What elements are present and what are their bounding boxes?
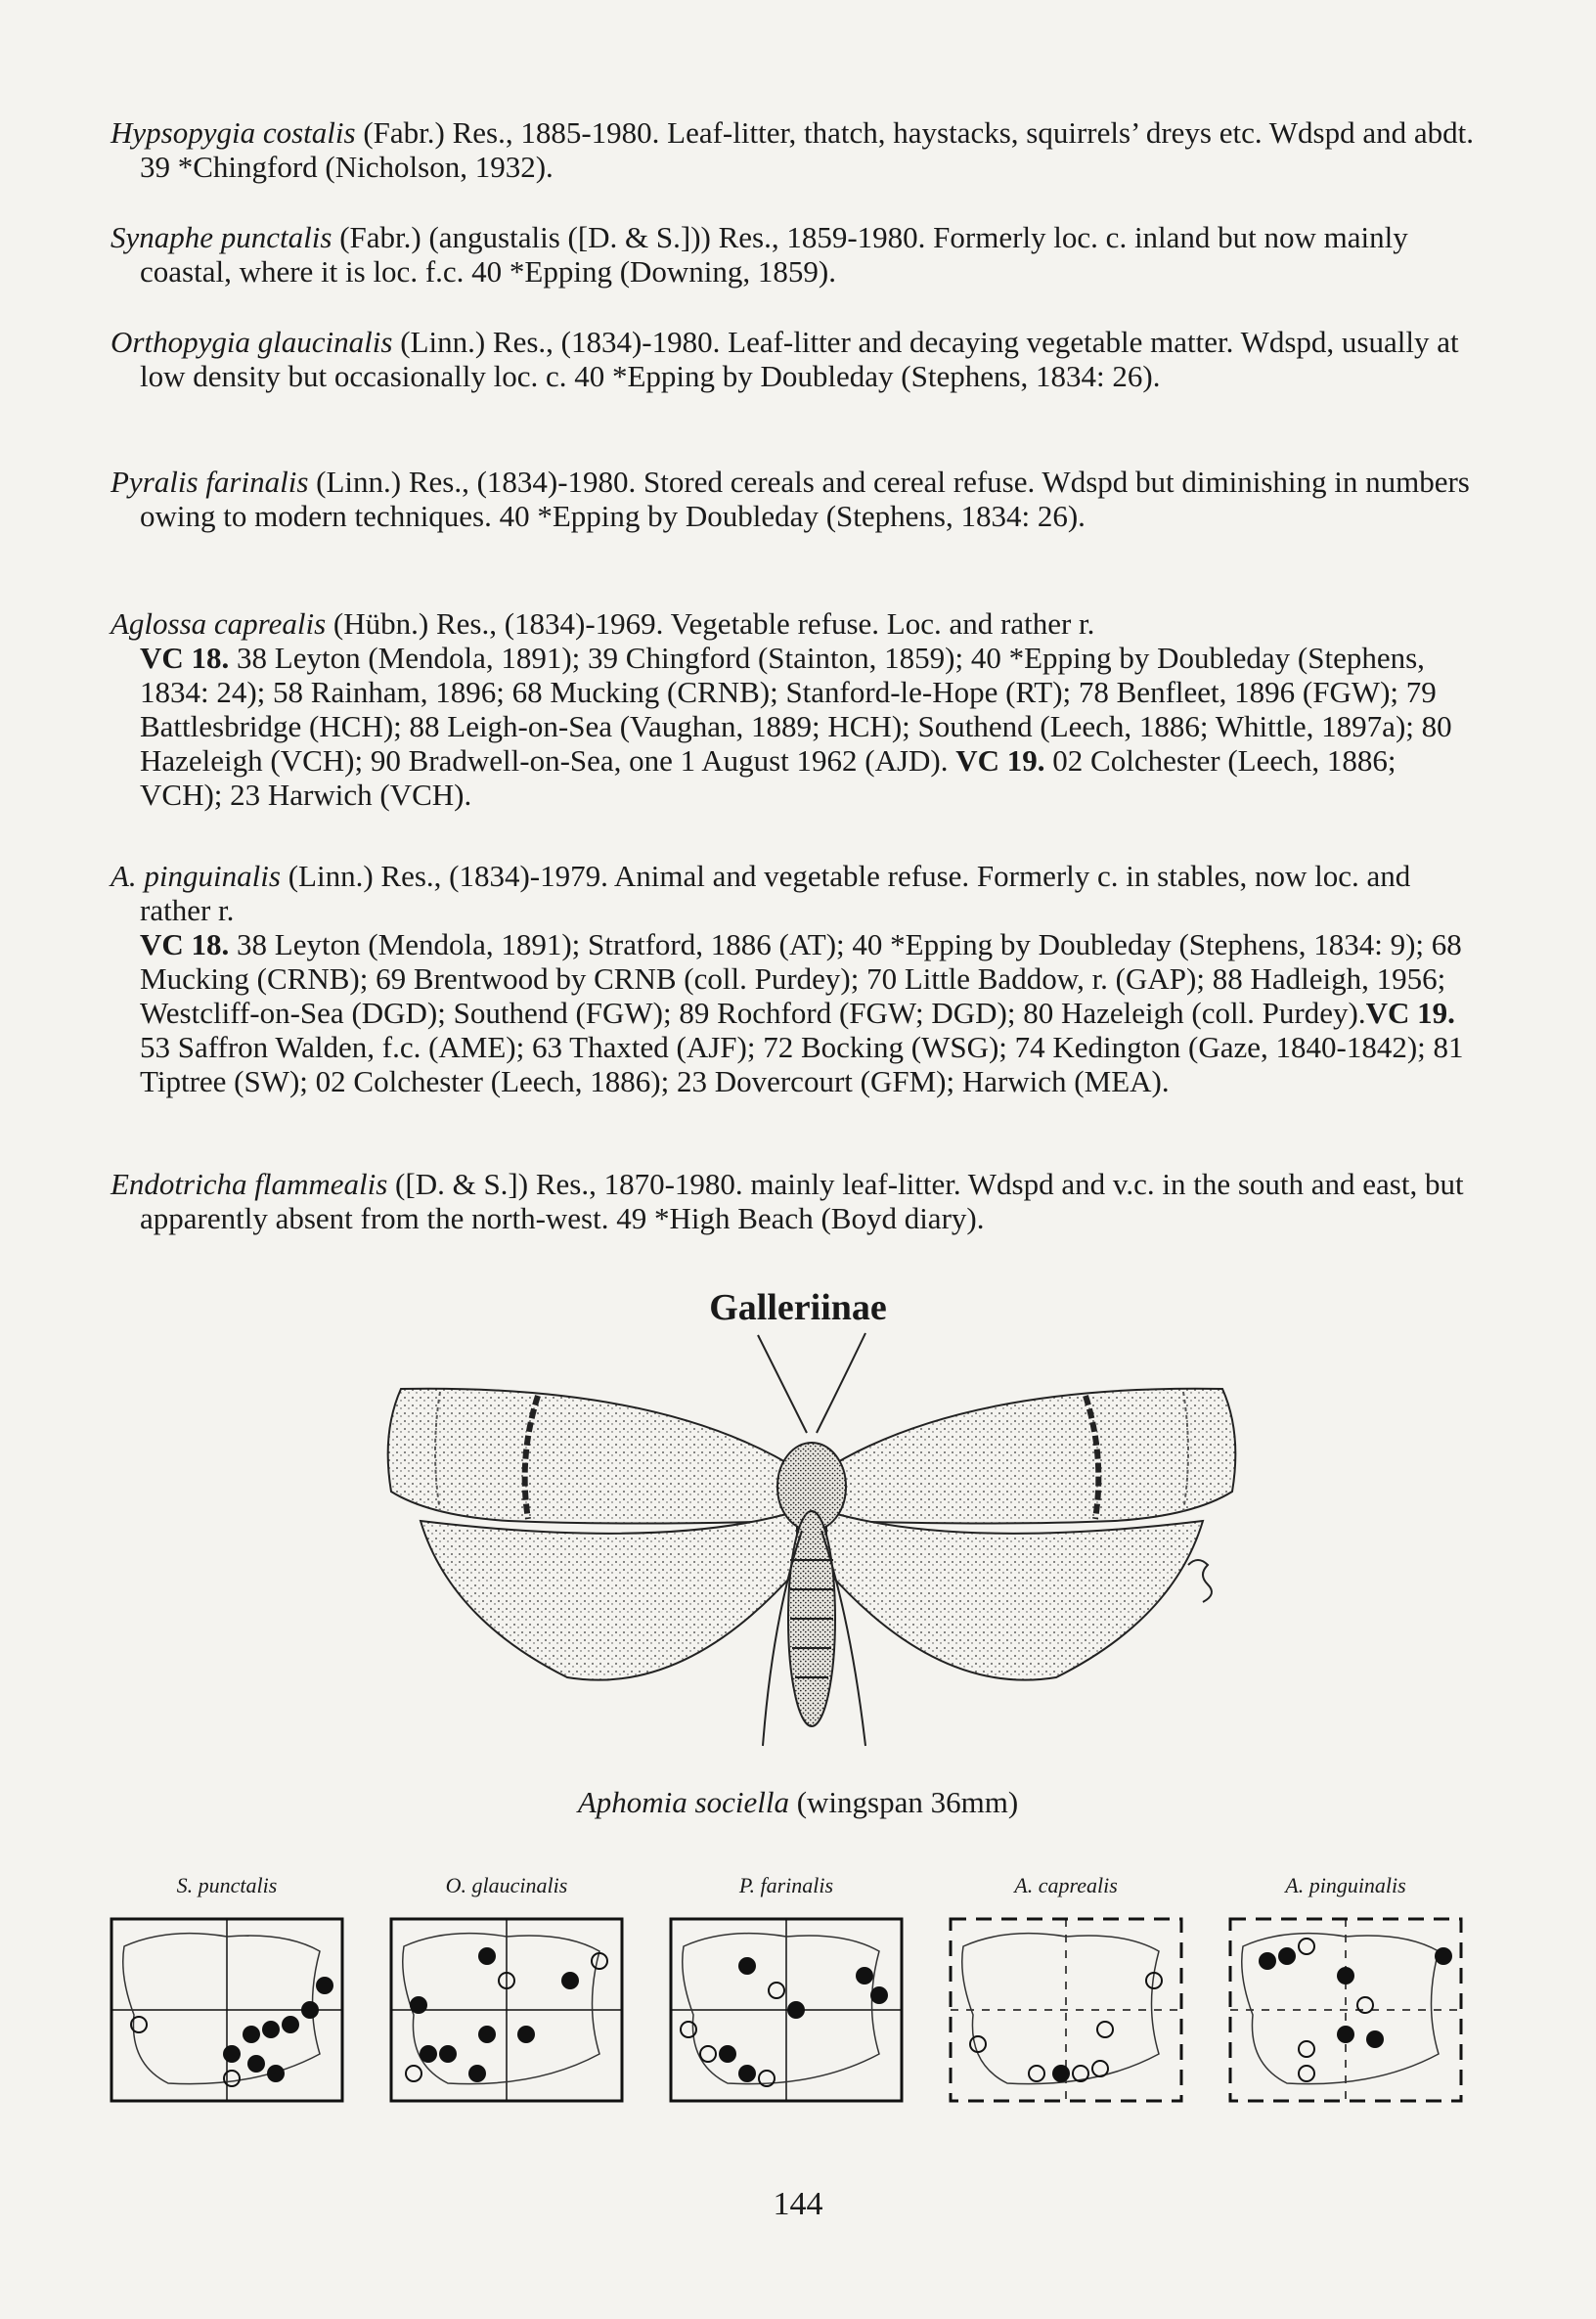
entry-text: (Fabr.) Res., 1885-1980. Leaf-litter, thatch, haystacks, squirrels’ dreys etc. Wdspd and abdt. 39 *Chingford (Nicholson, 1932). (140, 115, 1475, 184)
vc-records (140, 927, 1480, 1098)
entry-hypsopygia-costalis (111, 115, 1480, 184)
entry-orthopygia-glaucinalis (111, 325, 1480, 393)
entry-endotricha-flammealis (111, 1167, 1480, 1235)
vc19-records: 53 Saffron Walden, f.c. (AME); 63 Thaxted (AJF); 72 Bocking (WSG); 74 Kedington (Gaze, 1840-1842); 81 Tiptree (SW); 02 Colchester (Leech, 1886); 23 Dovercourt (GFM); Harwich (MEA). (140, 1030, 1464, 1098)
map-title: S. punctalis (176, 1873, 278, 1897)
species-name: Orthopygia glaucinalis (111, 325, 393, 359)
map-title: A. caprealis (1014, 1873, 1118, 1897)
subfamily-heading: Galleriinae (709, 1287, 887, 1328)
vc-records (140, 641, 1480, 812)
entry-text: (Hübn.) Res., (1834)-1969. Vegetable refuse. Loc. and rather r. (326, 606, 1095, 641)
species-name: Aglossa caprealis (111, 606, 327, 641)
species-name: Pyralis farinalis (111, 465, 309, 499)
entry-pyralis-farinalis (111, 465, 1480, 533)
map-title: P. farinalis (738, 1873, 834, 1897)
vc18-label: VC 18. (140, 641, 230, 675)
vc18-label: VC 18. (140, 927, 230, 961)
distribution-map-a-pinguinalis (1228, 1917, 1463, 2103)
moth-illustration (372, 1325, 1252, 1775)
species-name: Hypsopygia costalis (111, 115, 356, 150)
species-name: Endotricha flammealis (111, 1167, 388, 1201)
vc19-label: VC 19. (955, 743, 1045, 778)
map-title: A. pinguinalis (1285, 1873, 1406, 1897)
entry-text: (Fabr.) (angustalis ([D. & S.])) Res., 1859-1980. Formerly loc. c. inland but now mainly coastal, where it is loc. f.c. 40 *Epping (Downing, 1859). (140, 220, 1408, 289)
species-name: A. pinguinalis (111, 859, 281, 893)
vc19-records: 02 Colchester (Leech, 1886; VCH); 23 Harwich (VCH). (140, 743, 1396, 812)
distribution-map-o-glaucinalis (389, 1917, 624, 2103)
entry-aglossa-caprealis (111, 606, 1480, 812)
vc19-label: VC 19. (1365, 996, 1455, 1030)
distribution-map-s-punctalis (110, 1917, 344, 2103)
entry-aglossa-pinguinalis (111, 859, 1480, 1098)
entry-text: (Linn.) Res., (1834)-1980. Leaf-litter and decaying vegetable matter. Wdspd, usually at low density but occasionally loc. c. 40 *Epping by Doubleday (Stephens, 1834: 26). (140, 325, 1459, 393)
distribution-map-p-farinalis (669, 1917, 904, 2103)
figure-caption (0, 1785, 1596, 1820)
page-number: 144 (773, 2186, 823, 2222)
entry-text: (Linn.) Res., (1834)-1980. Stored cereals and cereal refuse. Wdspd but diminishing in numbers owing to modern techniques. 40 *Epping by Doubleday (Stephens, 1834: 26). (140, 465, 1470, 533)
map-title: O. glaucinalis (445, 1873, 568, 1897)
entry-text: (Linn.) Res., (1834)-1979. Animal and vegetable refuse. Formerly c. in stables, now loc. and rather r. (140, 859, 1411, 927)
figure-species: Aphomia sociella (577, 1785, 789, 1819)
vc18-records: 38 Leyton (Mendola, 1891); 39 Chingford (Stainton, 1859); 40 *Epping by Doubleday (Stephens, 1834: 24); 58 Rainham, 1896; 68 Mucking (CRNB); Stanford-le-Hope (RT); 78 Benfleet, 1896 (FGW); 79 Battlesbridge (HCH); 88 Leigh-on-Sea (Vaughan, 1889; HCH); Southend (Leech, 1886; Whittle, 1897a); 80 Hazeleigh (VCH); 90 Bradwell-on-Sea, one 1 August 1962 (AJD). (140, 641, 1452, 778)
entry-text: ([D. & S.]) Res., 1870-1980. mainly leaf-litter. Wdspd and v.c. in the south and east, but apparently absent from the north-west. 49 *High Beach (Boyd diary). (140, 1167, 1464, 1235)
entry-synaphe-punctalis (111, 220, 1480, 289)
vc18-records: 38 Leyton (Mendola, 1891); Stratford, 1886 (AT); 40 *Epping by Doubleday (Stephens, 1834: 9); 68 Mucking (CRNB); 69 Brentwood by CRNB (coll. Purdey); 70 Little Baddow, r. (GAP); 88 Hadleigh, 1956; Westcliff-on-Sea (DGD); Southend (FGW); 89 Rochford (FGW; DGD); 80 Hazeleigh (coll. Purdey). (140, 927, 1462, 1030)
distribution-map-a-caprealis (949, 1917, 1183, 2103)
figure-caption-rest: (wingspan 36mm) (788, 1785, 1019, 1819)
species-name: Synaphe punctalis (111, 220, 332, 254)
